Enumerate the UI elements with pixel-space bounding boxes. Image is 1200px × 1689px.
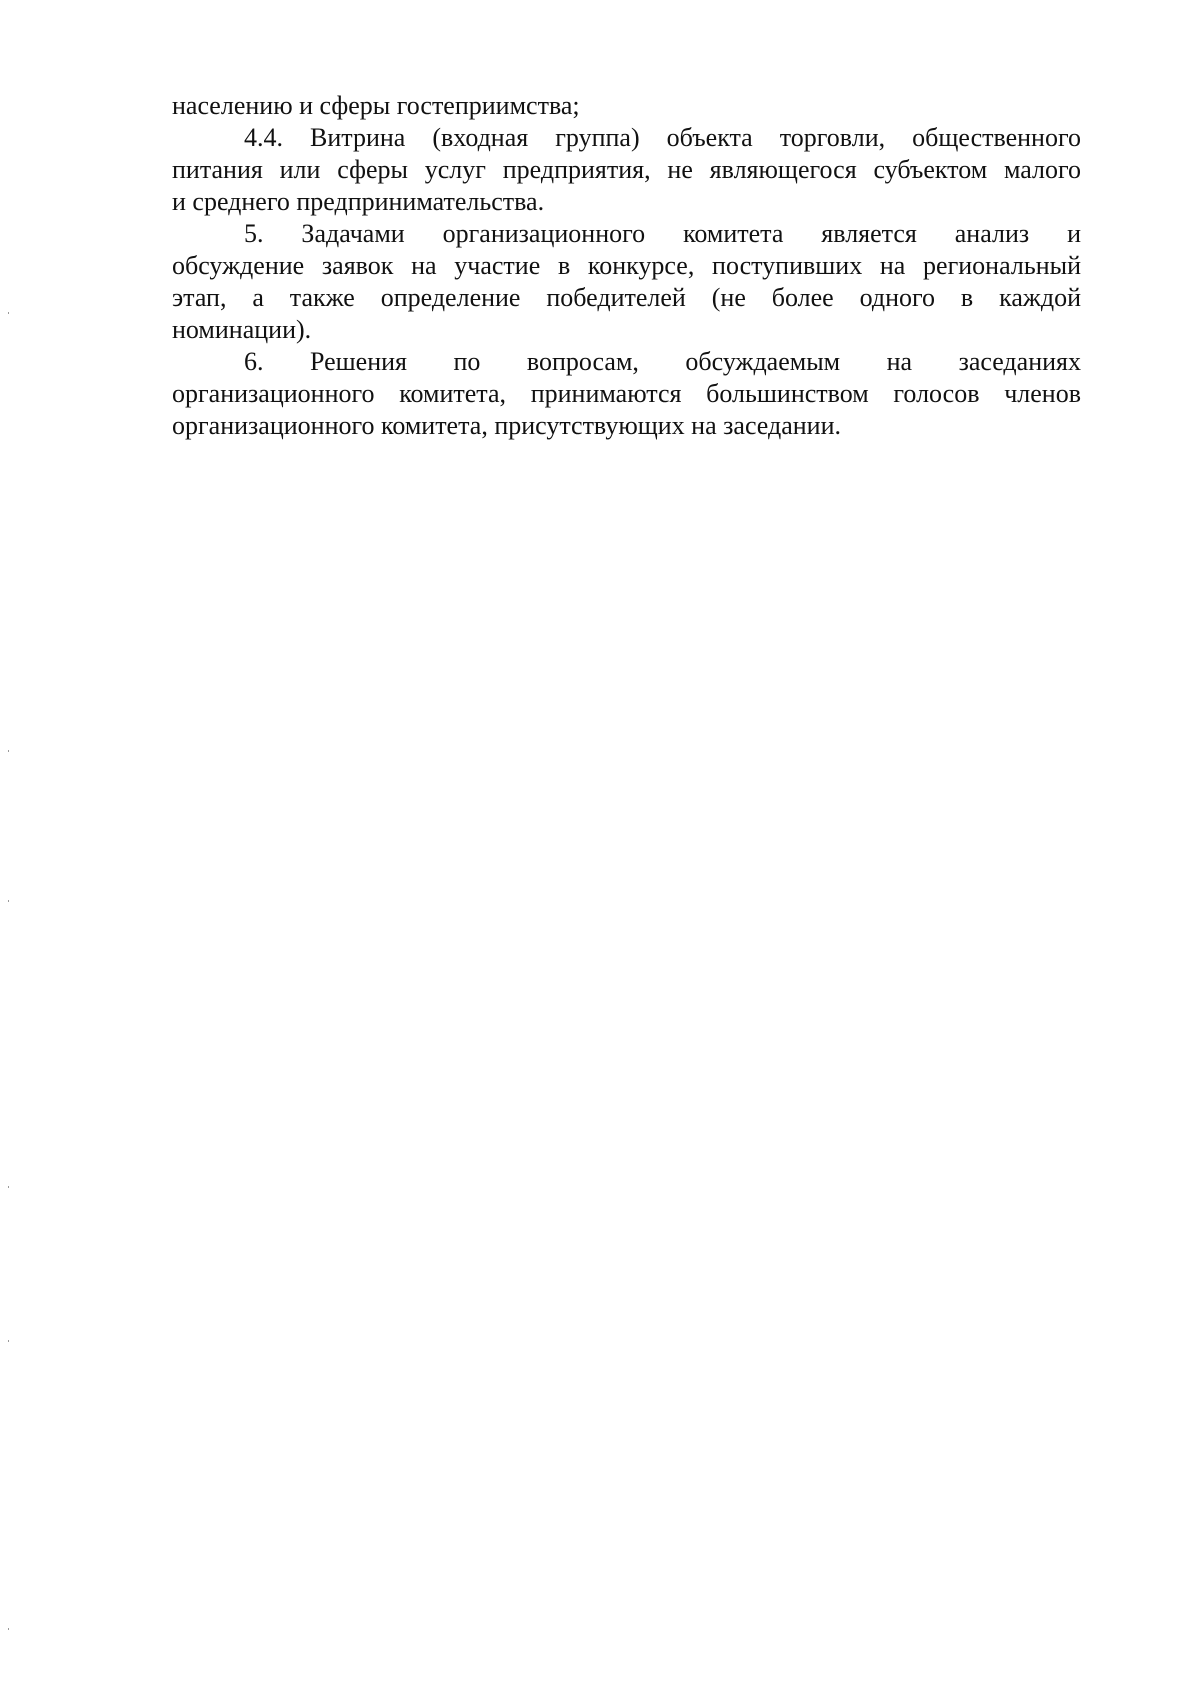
scan-artifact <box>8 1340 9 1342</box>
body-line: населению и сферы гостеприимства; <box>172 91 580 120</box>
scan-artifact <box>8 1186 9 1188</box>
body-line: этап, а также определение победителей (не более одного в каждой <box>172 283 1081 312</box>
body-line: организационного комитета, присутствующих на заседании. <box>172 411 842 440</box>
body-line: организационного комитета, принимаются большинством голосов членов <box>172 379 1081 408</box>
document-body <box>172 90 1081 442</box>
body-line: номинации). <box>172 315 312 344</box>
body-line: питания или сферы услуг предприятия, не являющегося субъектом малого <box>172 155 1081 184</box>
scan-artifact <box>8 900 9 902</box>
scan-artifact <box>8 1628 9 1630</box>
paragraph-6-start: 6. Решения по вопросам, обсуждаемым на заседаниях <box>244 347 1081 376</box>
scan-artifact <box>8 750 9 752</box>
body-line: и среднего предпринимательства. <box>172 187 545 216</box>
paragraph-4-4-start: 4.4. Витрина (входная группа) объекта торговли, общественного <box>244 123 1081 152</box>
body-line: обсуждение заявок на участие в конкурсе, поступивших на региональный <box>172 251 1081 280</box>
paragraph-5-start: 5. Задачами организационного комитета является анализ и <box>244 219 1081 248</box>
scan-artifact <box>8 312 9 314</box>
